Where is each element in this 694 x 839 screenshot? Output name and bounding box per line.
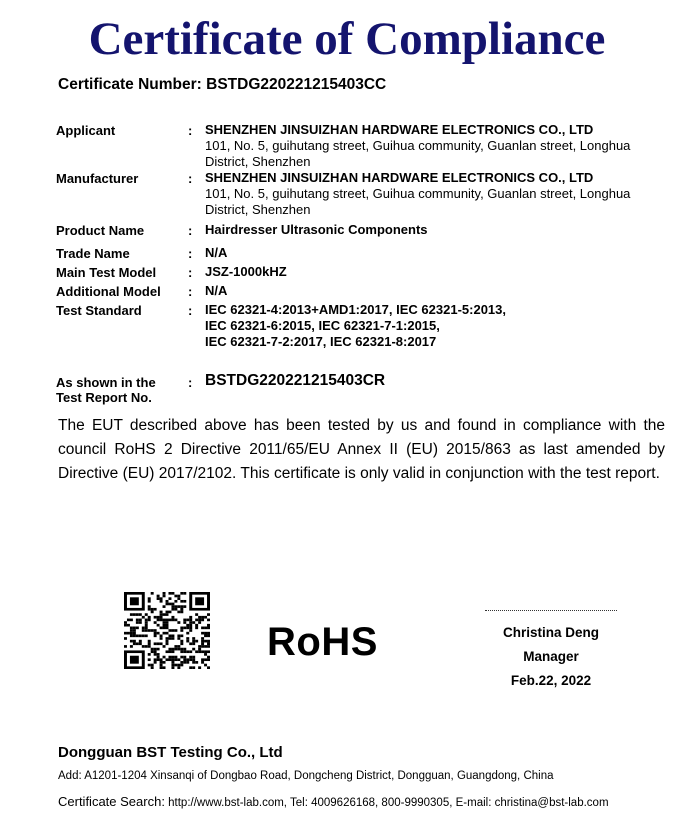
field-value-line: IEC 62321-7-2:2017, IEC 62321-8:2017 [205,334,437,349]
colon: : [188,171,193,186]
footer-address: Add: A1201-1204 Xinsanqi of Dongbao Road, Dongcheng District, Dongguan, Guangdong, China [58,770,554,782]
field-label: Additional Model [56,284,161,299]
colon: : [188,265,193,280]
field-value [205,264,287,280]
search-label: Certificate Search: [58,794,165,809]
field-value [205,222,428,238]
field-value-line: SHENZHEN JINSUIZHAN HARDWARE ELECTRONICS CO., LTD [205,170,594,185]
colon: : [188,375,193,390]
field-value [205,122,630,170]
field-value-line: District, Shenzhen [205,154,311,169]
compliance-statement: The EUT described above has been tested by us and found in compliance with the council RoHS 2 Directive 2011/65/EU Annex II (EU) 2015/863 as last amended by Directive (EU) 2017/2102. This certificate is only valid in conjunction with the test report. [58,417,665,482]
search-info: http://www.bst-lab.com, Tel: 4009626168, 800-9990305, E-mail: christina@bst-lab.com [164,797,609,809]
field-value-line: IEC 62321-4:2013+AMD1:2017, IEC 62321-5:2013, [205,302,506,317]
colon: : [188,123,193,138]
field-label: Main Test Model [56,265,157,280]
field-value-line: Hairdresser Ultrasonic Components [205,222,428,237]
field-value [205,170,630,218]
field-value [205,245,227,261]
field-value-line: N/A [205,245,228,260]
colon: : [188,223,193,238]
footer-company: Dongguan BST Testing Co., Ltd [58,744,283,761]
report-label-line: As shown in the [56,375,156,390]
field-label: Product Name [56,223,145,238]
signatory-title: Manager [523,649,579,664]
field-value [205,302,506,350]
signature-date: Feb.22, 2022 [510,673,592,688]
field-label: Manufacturer [56,171,139,186]
field-value [205,283,227,299]
colon: : [188,284,193,299]
footer-search [58,794,609,809]
field-value-line: 101, No. 5, guihutang street, Guihua community, Guanlan street, Longhua [205,138,631,153]
signatory-name: Christina Deng [502,625,599,640]
colon: : [188,303,193,318]
field-label: Applicant [56,123,116,138]
report-number: BSTDG220221215403CR [205,372,386,389]
field-value-line: SHENZHEN JINSUIZHAN HARDWARE ELECTRONICS CO., LTD [205,122,594,137]
signature-line [485,610,617,611]
field-label: Trade Name [56,246,130,261]
qr-code [124,592,210,669]
field-value-line: District, Shenzhen [205,202,311,217]
field-value-line: 101, No. 5, guihutang street, Guihua community, Guanlan street, Longhua [205,186,631,201]
field-label: Test Standard [56,303,142,318]
certificate-title: Certificate of Compliance [88,13,606,65]
report-label-line: Test Report No. [56,390,152,405]
rohs-logo: RoHS [267,620,378,664]
colon: : [188,246,193,261]
field-value-line: IEC 62321-6:2015, IEC 62321-7-1:2015, [205,318,440,333]
report-label [56,375,156,405]
certificate-number: Certificate Number: BSTDG220221215403CC [58,76,387,93]
field-value-line: JSZ-1000kHZ [205,264,287,279]
field-value-line: N/A [205,283,228,298]
